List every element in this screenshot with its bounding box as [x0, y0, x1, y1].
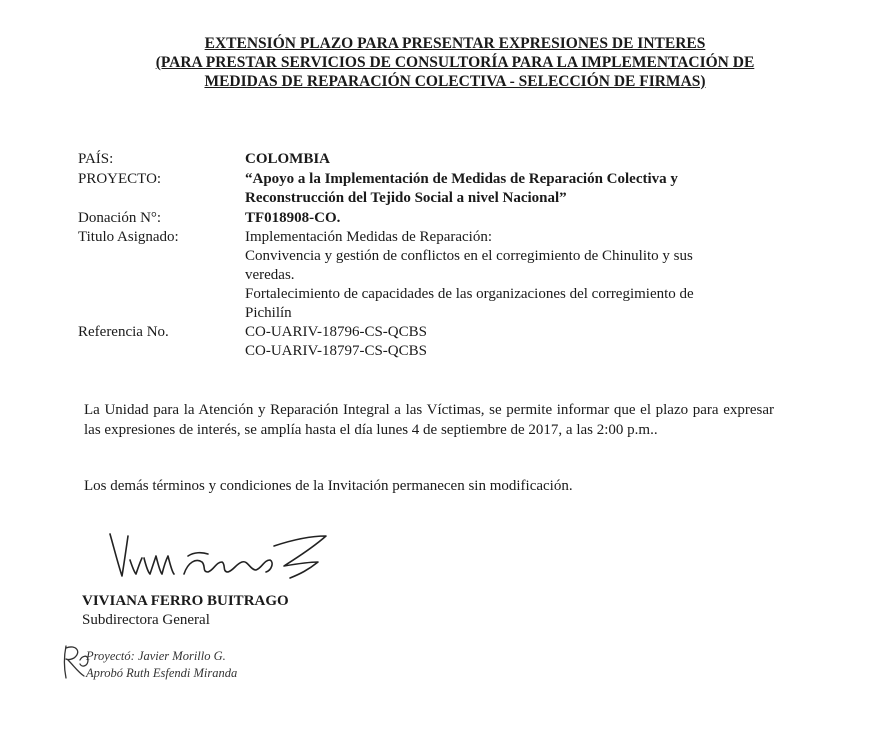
field-value-proyecto — [245, 170, 805, 208]
body-paragraph-2: Los demás términos y condiciones de la Invitación permanecen sin modificación. — [84, 478, 573, 494]
field-label-proyecto: PROYECTO: — [78, 171, 162, 187]
referencia-line-2: CO-UARIV-18797-CS-QCBS — [245, 343, 427, 359]
titulo-line-4: Fortalecimiento de capacidades de las organizaciones del corregimiento de — [245, 286, 694, 302]
titulo-line-5: Pichilín — [245, 305, 292, 321]
field-value-titulo — [245, 228, 805, 323]
proyecto-line-1: “Apoyo a la Implementación de Medidas de Reparación Colectiva y — [245, 171, 678, 187]
body-paragraph-1: La Unidad para la Atención y Reparación Integral a las Víctimas, se permite informar que el plazo para expresar las expresiones de interés, se amplía hasta el día lunes 4 de septiembre de 2017, a las 2:00 p.m.. — [84, 402, 774, 438]
field-label-titulo: Titulo Asignado: — [78, 229, 179, 245]
referencia-line-1: CO-UARIV-18796-CS-QCBS — [245, 324, 427, 340]
titulo-line-1: Implementación Medidas de Reparación: — [245, 229, 492, 245]
field-label-donacion: Donación N°: — [78, 210, 162, 226]
signer-position: Subdirectora General — [82, 612, 210, 628]
title-line-2: (PARA PRESTAR SERVICIOS DE CONSULTORÍA PARA LA IMPLEMENTACIÓN DE — [155, 54, 755, 71]
field-label-referencia: Referencia No. — [78, 324, 169, 340]
titulo-line-3: veredas. — [245, 267, 295, 283]
footer-aprobo: Aprobó Ruth Esfendi Miranda — [86, 666, 238, 680]
footer-proyecto: Proyectó: Javier Morillo G. — [86, 649, 226, 663]
field-value-referencia — [245, 323, 805, 361]
signer-name: VIVIANA FERRO BUITRAGO — [82, 593, 289, 609]
title-line-1: EXTENSIÓN PLAZO PARA PRESENTAR EXPRESIONES DE INTERES — [204, 35, 706, 52]
handwritten-signature — [104, 526, 344, 590]
field-label-pais: PAÍS: — [78, 151, 114, 167]
field-value-pais: COLOMBIA — [245, 151, 331, 167]
document-title — [90, 34, 820, 91]
titulo-line-2: Convivencia y gestión de conflictos en el corregimiento de Chinulito y sus — [245, 248, 693, 264]
title-line-3: MEDIDAS DE REPARACIÓN COLECTIVA - SELECCIÓN DE FIRMAS) — [204, 73, 706, 90]
proyecto-line-2: Reconstrucción del Tejido Social a nivel Nacional” — [245, 190, 567, 206]
field-value-donacion: TF018908-CO. — [245, 210, 341, 226]
